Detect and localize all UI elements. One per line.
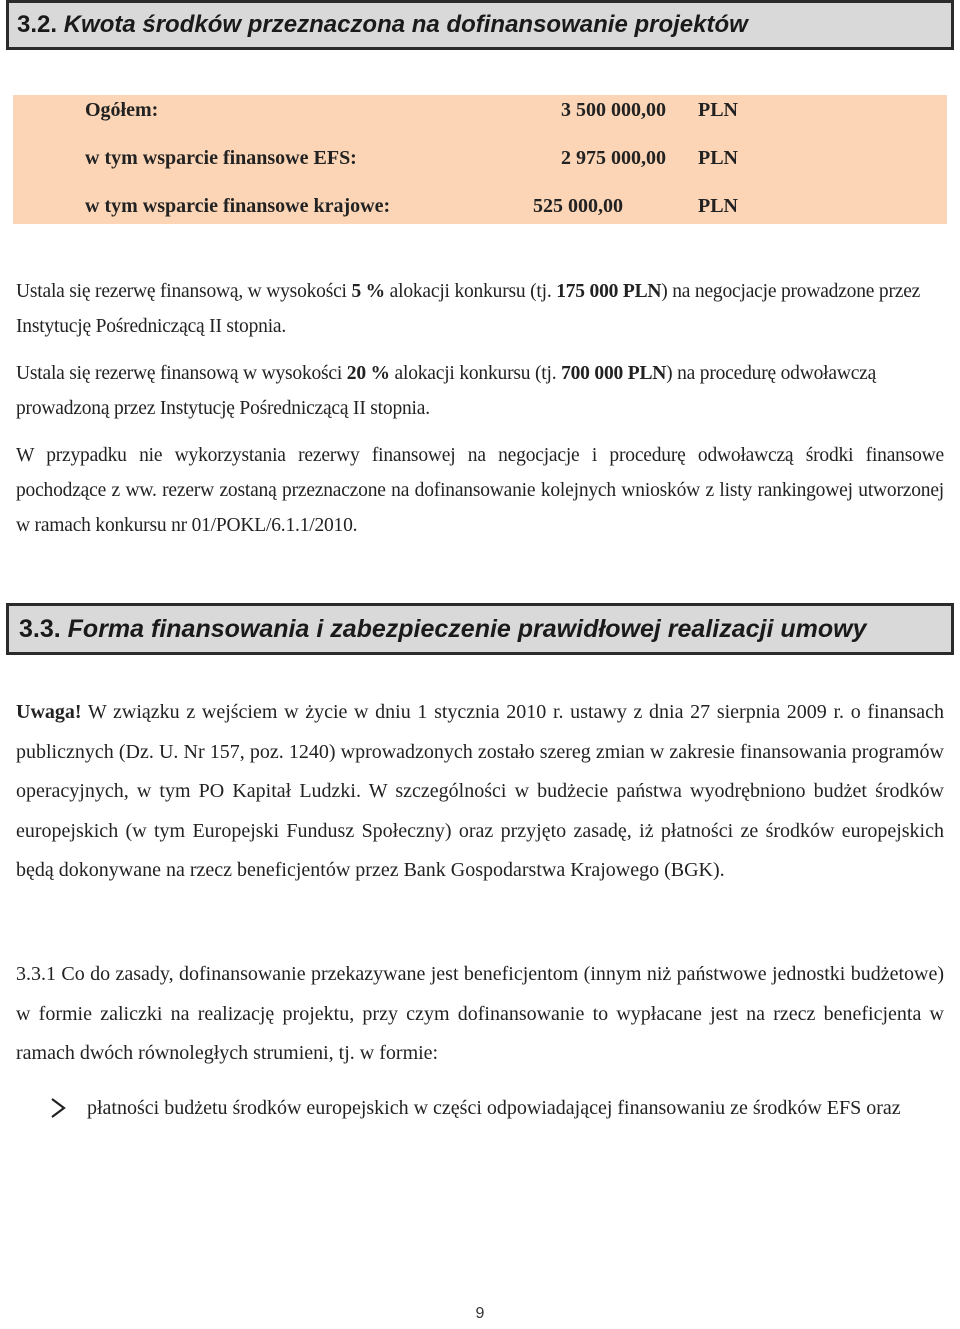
funding-amount: 525 000,00 bbox=[533, 195, 623, 217]
notice-label: Uwaga! bbox=[16, 701, 82, 723]
funding-currency: PLN bbox=[698, 99, 738, 121]
funding-label: w tym wsparcie finansowe EFS: bbox=[85, 147, 357, 169]
text-run: alokacji konkursu (tj. bbox=[389, 363, 562, 384]
section-heading-3-3 bbox=[6, 603, 954, 655]
clause-3-3-1-paragraph: 3.3.1 Co do zasady, dofinansowanie przekazywane jest beneficjentom (innym niż państwowe jednostki budżetowe) w formie zaliczki na realizację projektu, przy czym dofinansowanie to wypłacane jest na rzecz beneficjenta w ramach dwóch równoległych strumieni, tj. w formie: bbox=[16, 963, 944, 1064]
text-run: Ustala się rezerwę finansową, w wysokości bbox=[16, 281, 352, 302]
reserve-percent: 5 % bbox=[351, 281, 385, 302]
funding-amount: 2 975 000,00 bbox=[561, 147, 666, 169]
funding-amount: 3 500 000,00 bbox=[561, 99, 666, 121]
reserve-amount: 700 000 PLN bbox=[561, 363, 667, 384]
page-number: 9 bbox=[475, 1305, 485, 1322]
text-run: ) na procedurę odwoławczą prowadzoną przez Instytucję Pośredniczącą II stopnia. bbox=[16, 363, 877, 419]
text-run: ) na negocjacje prowadzone przez Instytucję Pośredniczącą II stopnia. bbox=[16, 281, 921, 337]
reserve-amount: 175 000 PLN bbox=[556, 281, 662, 302]
funding-label: Ogółem: bbox=[85, 99, 159, 121]
text-run: alokacji konkursu (tj. bbox=[384, 281, 557, 302]
notice-paragraph bbox=[16, 693, 944, 891]
reserve-appeal-paragraph bbox=[16, 356, 944, 426]
section-title: Kwota środków przeznaczona na dofinansowanie projektów bbox=[63, 11, 748, 38]
funding-label: w tym wsparcie finansowe krajowe: bbox=[85, 195, 391, 217]
section-heading-3-2 bbox=[6, 0, 954, 50]
reserve-usage-paragraph: W przypadku nie wykorzystania rezerwy finansowej na negocjacje i procedurę odwoławczą środki finansowe pochodzące z ww. rezerw zostaną przeznaczone na dofinansowanie kolejnych wniosków z listy rankingowej utworzonej w ramach konkursu nr 01/POKL/6.1.1/2010. bbox=[16, 445, 944, 536]
section-number: 3.2. bbox=[17, 11, 58, 38]
arrow-bullet-icon bbox=[50, 1088, 68, 1128]
notice-text: W związku z wejściem w życie w dniu 1 stycznia 2010 r. ustawy z dnia 27 sierpnia 2009 r. o finansach publicznych (Dz. U. Nr 157, poz. 1240) wprowadzonych zostało szereg zmian w zakresie finansowania programów operacyjnych, w tym PO Kapitał Ludzki. W szczególności w budżecie państwa wyodrębniono budżet środków europejskich (w tym Europejski Fundusz Społeczny) oraz przyjęto zasadę, iż płatności ze środków europejskich będą dokonywane na rzecz beneficjentów przez Bank Gospodarstwa Krajowego (BGK). bbox=[16, 701, 944, 881]
reserve-percent: 20 % bbox=[346, 363, 390, 384]
section-title: Forma finansowania i zabezpieczenie prawidłowej realizacji umowy bbox=[67, 615, 867, 643]
section-number: 3.3. bbox=[19, 615, 61, 643]
reserve-negotiation-paragraph bbox=[16, 274, 944, 344]
funding-currency: PLN bbox=[698, 147, 738, 169]
funding-currency: PLN bbox=[698, 195, 738, 217]
list-item-text: płatności budżetu środków europejskich w części odpowiadającej finansowaniu ze środków EFS oraz bbox=[87, 1097, 901, 1119]
text-run: Ustala się rezerwę finansową w wysokości bbox=[16, 363, 347, 384]
funding-summary-box bbox=[13, 95, 947, 224]
